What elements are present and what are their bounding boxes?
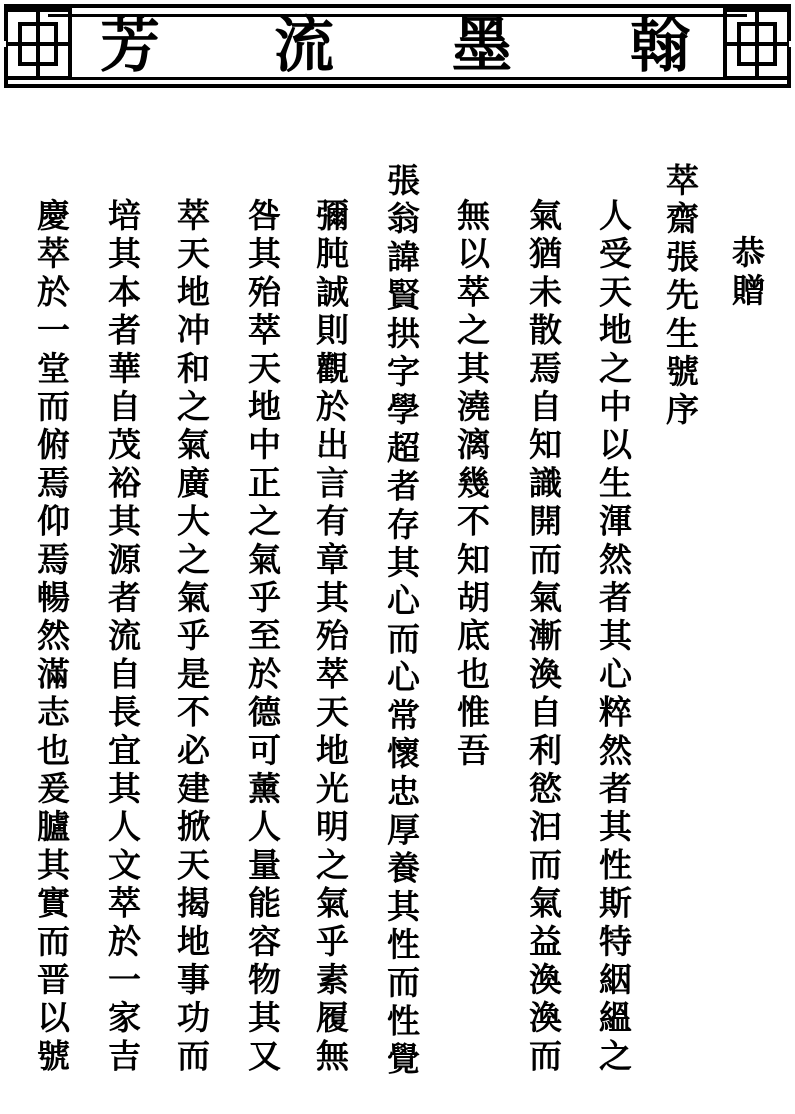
text-column: 慶萃於一堂而俯焉仰焉暢然滿志也爰臚其實而晋以號 (32, 198, 71, 1077)
text-column: 萃天地冲和之氣廣大之氣乎是不必建掀天揭地事功而 (172, 198, 211, 1077)
dedication-line: 恭贈 (727, 235, 766, 312)
fret-ornament-right (719, 4, 795, 84)
text-column: 咎其殆萃天地中正之氣乎至於德可薰人量能容物其又 (243, 198, 282, 1077)
title-char: 流 (274, 11, 334, 81)
text-column: 氣猶未散焉自知識開而氣漸渙自利慾汩而氣益渙渙而 (524, 198, 563, 1077)
fret-ornament-left (0, 4, 76, 84)
text-column: 張翁諱賢拱字學超者存其心而心常懷忠厚養其性而性覺 (382, 163, 421, 1080)
title-char: 芳 (100, 11, 160, 81)
title-char: 墨 (452, 11, 512, 81)
text-column: 無以萃之其澆漓幾不知胡底也惟吾 (452, 198, 491, 771)
header-banner (0, 0, 795, 92)
recipient-line: 萃齋張先生號序 (661, 163, 700, 431)
text-column: 培其本者華自茂裕其源者流自長宜其人文萃於一家吉 (103, 198, 142, 1077)
title-char: 翰 (630, 11, 690, 81)
text-column: 彌肫誠則觀於出言有章其殆萃天地光明之氣乎素履無 (311, 198, 350, 1077)
text-column: 人受天地之中以生渾然者其心粹然者其性斯特絪縕之 (594, 198, 633, 1077)
